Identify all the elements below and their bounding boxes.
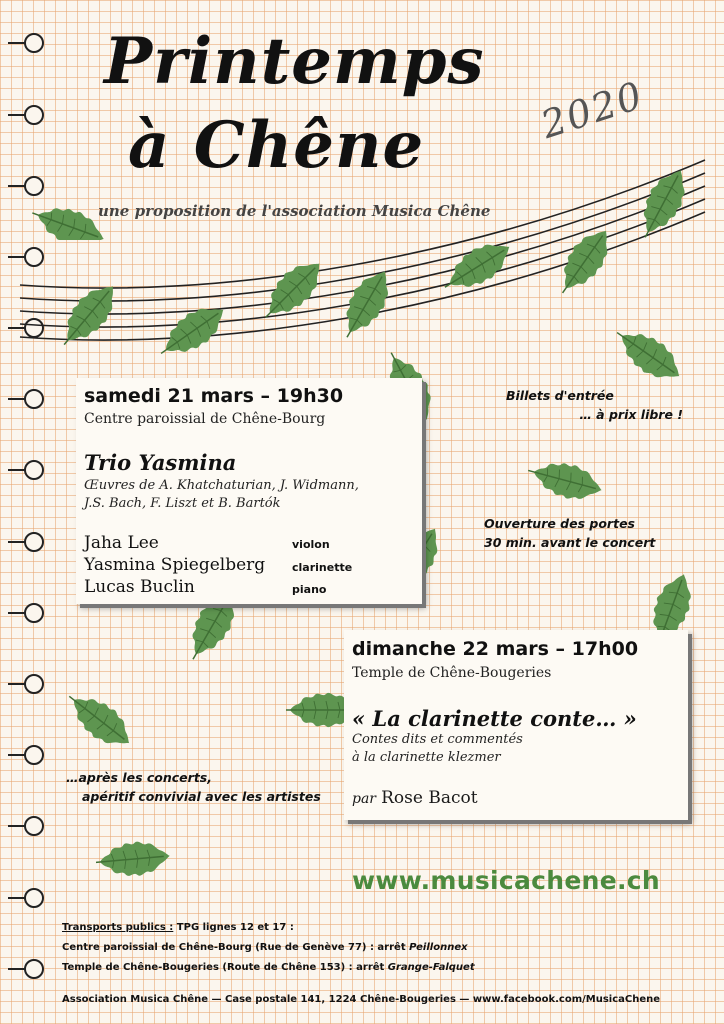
performer-name: Rose Bacot: [381, 788, 478, 808]
binding-ring: [24, 389, 44, 409]
oak-leaf-decoration: [66, 692, 136, 752]
poster-title-line1: Printemps: [104, 24, 485, 99]
performer-instrument: piano: [292, 583, 327, 596]
concert-card-2: [344, 630, 688, 820]
concert1-description-line1: Œuvres de A. Khatchaturian, J. Widmann,: [84, 478, 359, 493]
oak-leaf-decoration: [340, 270, 400, 340]
concert-card-1: [76, 378, 422, 604]
oak-leaf-decoration: [58, 285, 128, 355]
performer-name: Jaha Lee: [84, 533, 159, 553]
performer-name: Yasmina Spiegelberg: [84, 555, 266, 575]
oak-leaf-decoration: [262, 258, 332, 328]
oak-leaf-decoration: [528, 456, 604, 506]
binding-ring: [24, 460, 44, 480]
doors-note: [470, 514, 688, 552]
tickets-note-line1: Billets d'entrée: [506, 388, 614, 403]
tickets-note: [500, 386, 683, 424]
tickets-note-line2: … à prix libre !: [579, 407, 683, 422]
concert1-title: Trio Yasmina: [84, 450, 237, 475]
stop1-name: Peillonnex: [409, 942, 468, 953]
transport-lines: TPG lignes 12 et 17 :: [173, 922, 294, 933]
concert2-performer: [352, 788, 478, 808]
aperitif-note: [60, 768, 330, 806]
oak-leaf-decoration: [558, 228, 618, 298]
concert1-description-line2: J.S. Bach, F. Liszt et B. Bartók: [84, 496, 281, 511]
oak-leaf-decoration: [96, 840, 176, 884]
by-prefix: par: [352, 791, 377, 807]
binding-ring: [24, 745, 44, 765]
binding-ring: [24, 674, 44, 694]
binding-ring: [24, 532, 44, 552]
stop1-text: Centre paroissial de Chêne-Bourg (Rue de Genève 77) : arrêt: [62, 942, 410, 953]
oak-leaf-decoration: [28, 190, 118, 240]
binding-ring: [24, 816, 44, 836]
transport-label: Transports publics :: [62, 922, 174, 933]
concert2-description-line1: Contes dits et commentés: [352, 732, 523, 747]
concert2-date: dimanche 22 mars – 17h00: [352, 638, 639, 660]
concert1-date: samedi 21 mars – 19h30: [84, 385, 344, 407]
association-address: Association Musica Chêne — Case postale 141, 1224 Chêne-Bougeries — www.facebook.com/MusicaChene: [62, 994, 661, 1005]
concert2-description-line2: à la clarinette klezmer: [352, 750, 501, 765]
oak-leaf-decoration: [442, 238, 514, 298]
doors-note-line1: Ouverture des portes: [484, 516, 635, 531]
website-link[interactable]: www.musicachene.ch: [352, 866, 661, 895]
stop2-text: Temple de Chêne-Bougeries (Route de Chêne 153) : arrêt: [62, 962, 388, 973]
performer-name: Lucas Buclin: [84, 577, 195, 597]
doors-note-line2: 30 min. avant le concert: [484, 535, 656, 550]
poster-title-line2: à Chêne: [128, 108, 425, 183]
performer-instrument: clarinette: [292, 561, 353, 574]
oak-leaf-decoration: [158, 305, 228, 365]
transport-stop-1: [62, 942, 468, 953]
aperitif-note-line2: apéritif convivial avec les artistes: [82, 789, 321, 804]
transport-stop-2: [62, 962, 475, 973]
binding-ring: [24, 888, 44, 908]
poster-year: 2020: [535, 72, 649, 148]
aperitif-note-line1: …après les concerts,: [66, 770, 212, 785]
oak-leaf-decoration: [640, 170, 700, 240]
stop2-name: Grange-Falquet: [387, 962, 475, 973]
binding-ring: [24, 959, 44, 979]
binding-ring: [24, 603, 44, 623]
concert2-title: « La clarinette conte… »: [352, 706, 637, 731]
tagline: une proposition de l'association Musica Chêne: [98, 202, 491, 220]
oak-leaf-decoration: [614, 326, 684, 386]
concert2-venue: Temple de Chêne-Bougeries: [352, 665, 552, 681]
transport-heading: [62, 922, 294, 933]
performer-instrument: violon: [292, 538, 330, 551]
concert1-venue: Centre paroissial de Chêne-Bourg: [84, 411, 326, 427]
